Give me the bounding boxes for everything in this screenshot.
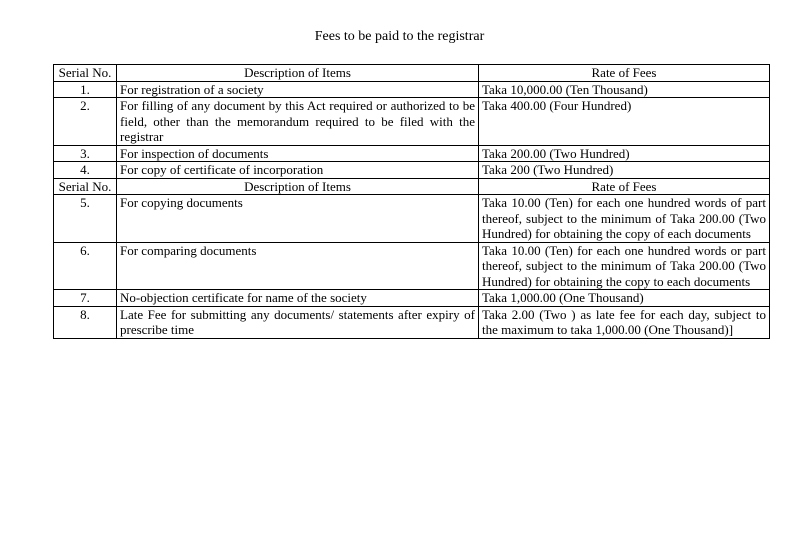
row-description: For comparing documents [117, 242, 479, 290]
row-description: For registration of a society [117, 81, 479, 98]
row-rate: Taka 200.00 (Two Hundred) [479, 145, 770, 162]
row-serial: 3. [54, 145, 117, 162]
header-serial: Serial No. [54, 65, 117, 82]
table-row [54, 306, 770, 338]
row-description: For copy of certificate of incorporation [117, 162, 479, 179]
row-description: For inspection of documents [117, 145, 479, 162]
row-rate: Taka 200 (Two Hundred) [479, 162, 770, 179]
header-serial: Serial No. [54, 178, 117, 195]
row-description: No-objection certificate for name of the society [117, 290, 479, 307]
table-row [54, 162, 770, 179]
row-description: Late Fee for submitting any documents/ statements after expiry of prescribe time [117, 306, 479, 338]
fees-table [53, 64, 770, 339]
row-description: For filling of any document by this Act required or authorized to be field, other than the memorandum required to be filed with the registrar [117, 98, 479, 146]
table-row [54, 81, 770, 98]
row-description: For copying documents [117, 195, 479, 243]
row-serial: 1. [54, 81, 117, 98]
header-rate: Rate of Fees [479, 65, 770, 82]
table-row [54, 195, 770, 243]
row-serial: 6. [54, 242, 117, 290]
row-rate: Taka 10,000.00 (Ten Thousand) [479, 81, 770, 98]
table-header-row [54, 178, 770, 195]
row-rate: Taka 400.00 (Four Hundred) [479, 98, 770, 146]
row-serial: 7. [54, 290, 117, 307]
row-rate: Taka 10.00 (Ten) for each one hundred words of part thereof, subject to the minimum of Taka 200.00 (Two Hundred) for obtaining the copy of each documents [479, 195, 770, 243]
header-description: Description of Items [117, 178, 479, 195]
row-rate: Taka 2.00 (Two ) as late fee for each day, subject to the maximum to taka 1,000.00 (One Thousand)] [479, 306, 770, 338]
table-row [54, 98, 770, 146]
document-title: Fees to be paid to the registrar [314, 29, 485, 44]
header-rate: Rate of Fees [479, 178, 770, 195]
row-rate: Taka 10.00 (Ten) for each one hundred words or part thereof, subject to the minimum of Taka 200.00 (Two Hundred) for obtaining the copy to each documents [479, 242, 770, 290]
row-serial: 8. [54, 306, 117, 338]
table-row [54, 290, 770, 307]
row-serial: 5. [54, 195, 117, 243]
row-serial: 4. [54, 162, 117, 179]
table-row [54, 145, 770, 162]
table-row [54, 242, 770, 290]
table-header-row [54, 65, 770, 82]
header-description: Description of Items [117, 65, 479, 82]
row-serial: 2. [54, 98, 117, 146]
row-rate: Taka 1,000.00 (One Thousand) [479, 290, 770, 307]
